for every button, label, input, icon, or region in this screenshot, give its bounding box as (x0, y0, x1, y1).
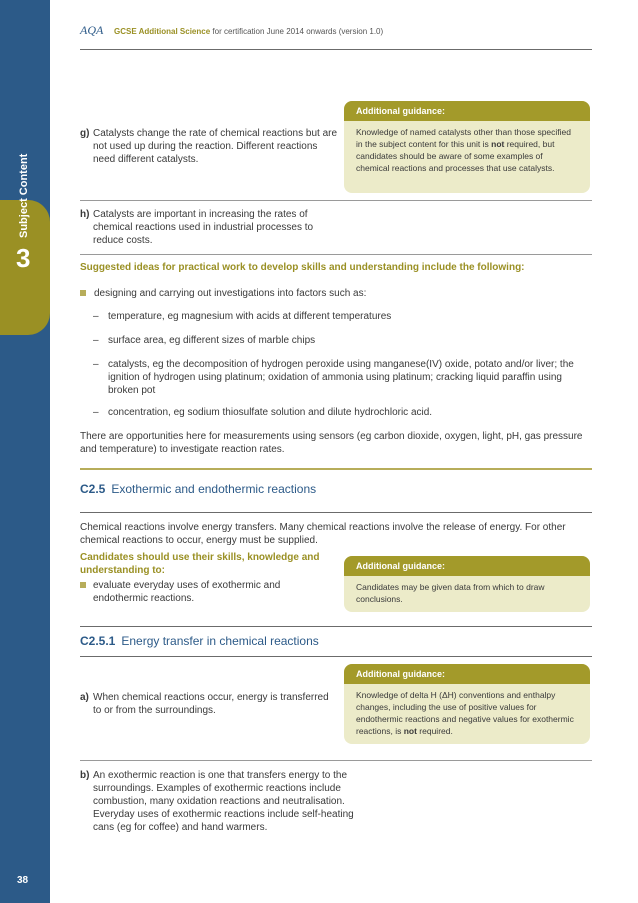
item-label: b) (80, 770, 90, 781)
practical-closing: There are opportunities here for measurements using sensors (eg carbon dioxide, oxygen, light, pH, gas pressure and temperature) to investigate reaction rates. (80, 431, 583, 455)
skills-heading: Candidates should use their skills, knowledge and understanding to: (80, 552, 320, 576)
section-number: 3 (16, 243, 31, 273)
guidance-heading: Additional guidance: (344, 101, 590, 121)
item-text: Catalysts are important in increasing the rates of chemical reactions used in industrial processes to reduce costs. (93, 209, 314, 246)
section-title-text: Energy transfer in chemical reactions (121, 634, 319, 648)
sidebar (0, 0, 50, 903)
aqa-logo: AQA (80, 23, 104, 37)
item-label: a) (80, 692, 89, 703)
section-title-c251 (80, 635, 319, 648)
guidance-box-g (344, 101, 590, 193)
item-text: An exothermic reaction is one that transfers energy to the surroundings. Examples of exothermic reactions include combustion, many oxidation reactions and neutralisation. Everyday uses of exothermic reactions include self-heating cans (eg for coffee) and hand warmers. (93, 770, 354, 833)
skills-bullet-text: evaluate everyday uses of exothermic and endothermic reactions. (93, 580, 281, 604)
practical-bullet (80, 287, 580, 300)
guidance-text-part: Knowledge of named catalysts other than those specified in the subject content for this unit is (356, 127, 571, 149)
item-label: h) (80, 209, 90, 220)
square-bullet-icon (80, 290, 86, 296)
header-title (114, 25, 383, 38)
guidance-text-part: Knowledge of delta H (ΔH) conventions and enthalpy changes, including the use of positive values for endothermic reactions and negative values for exothermic reactions, is (356, 690, 574, 736)
guidance-box-c25 (344, 556, 590, 612)
page-number: 38 (17, 875, 29, 886)
section-title-c25 (80, 483, 316, 496)
guidance-box-c251 (344, 664, 590, 744)
c25-intro: Chemical reactions involve energy transfers. Many chemical reactions involve the release of energy. For other chemical reactions to occur, energy must be supplied. (80, 522, 566, 546)
practical-dash-item: surface area, eg different sizes of marble chips (108, 335, 316, 346)
practical-heading: Suggested ideas for practical work to develop skills and understanding include the following: (80, 262, 525, 273)
guidance-heading: Additional guidance: (344, 664, 590, 684)
dash-icon: – (93, 359, 99, 370)
guidance-text (344, 121, 590, 174)
section-code: C2.5 (80, 482, 106, 496)
section-divider (80, 468, 592, 470)
header-title-rest: for certification June 2014 onwards (version 1.0) (210, 27, 384, 36)
skills-bullet-marker (80, 579, 93, 592)
guidance-text-part: required, but candidates should be aware of some examples of chemical reactions and processes that use catalysts. (356, 139, 555, 173)
section-title-text: Exothermic and endothermic reactions (111, 482, 317, 496)
section-label: Subject Content (18, 153, 30, 238)
square-bullet-icon (80, 582, 86, 588)
practical-bullet-text: designing and carrying out investigations into factors such as: (94, 288, 367, 299)
header-title-bold: GCSE Additional Science (114, 27, 211, 36)
item-text: When chemical reactions occur, energy is transferred to or from the surroundings. (93, 692, 329, 716)
header-rule (80, 49, 592, 50)
divider (80, 760, 592, 761)
divider (80, 254, 592, 255)
practical-dash-item: temperature, eg magnesium with acids at different temperatures (108, 311, 392, 322)
divider (80, 512, 592, 513)
practical-dash-item: catalysts, eg the decomposition of hydrogen peroxide using manganese(IV) oxide, potato and/or liver; the ignition of hydrogen using platinum; oxidation of ammonia using platinum; cracking liquid paraffin using broken pot (108, 359, 574, 396)
divider (80, 656, 592, 657)
practical-dash-item: concentration, eg sodium thiosulfate solution and dilute hydrochloric acid. (108, 407, 433, 418)
dash-icon: – (93, 335, 99, 346)
section-code: C2.5.1 (80, 634, 116, 648)
item-text: Catalysts change the rate of chemical reactions but are not used up during the reaction. Different reactions need different catalysts. (93, 128, 338, 165)
item-label: g) (80, 128, 90, 139)
guidance-text: Candidates may be given data from which to draw conclusions. (356, 582, 545, 604)
guidance-text-bold: not (403, 726, 417, 736)
divider (80, 626, 592, 627)
divider (80, 200, 592, 201)
guidance-text (344, 684, 590, 737)
guidance-text-bold: not (491, 139, 505, 149)
dash-icon: – (93, 407, 99, 418)
guidance-heading: Additional guidance: (344, 556, 590, 576)
dash-icon: – (93, 311, 99, 322)
guidance-text-part: required. (416, 726, 453, 736)
